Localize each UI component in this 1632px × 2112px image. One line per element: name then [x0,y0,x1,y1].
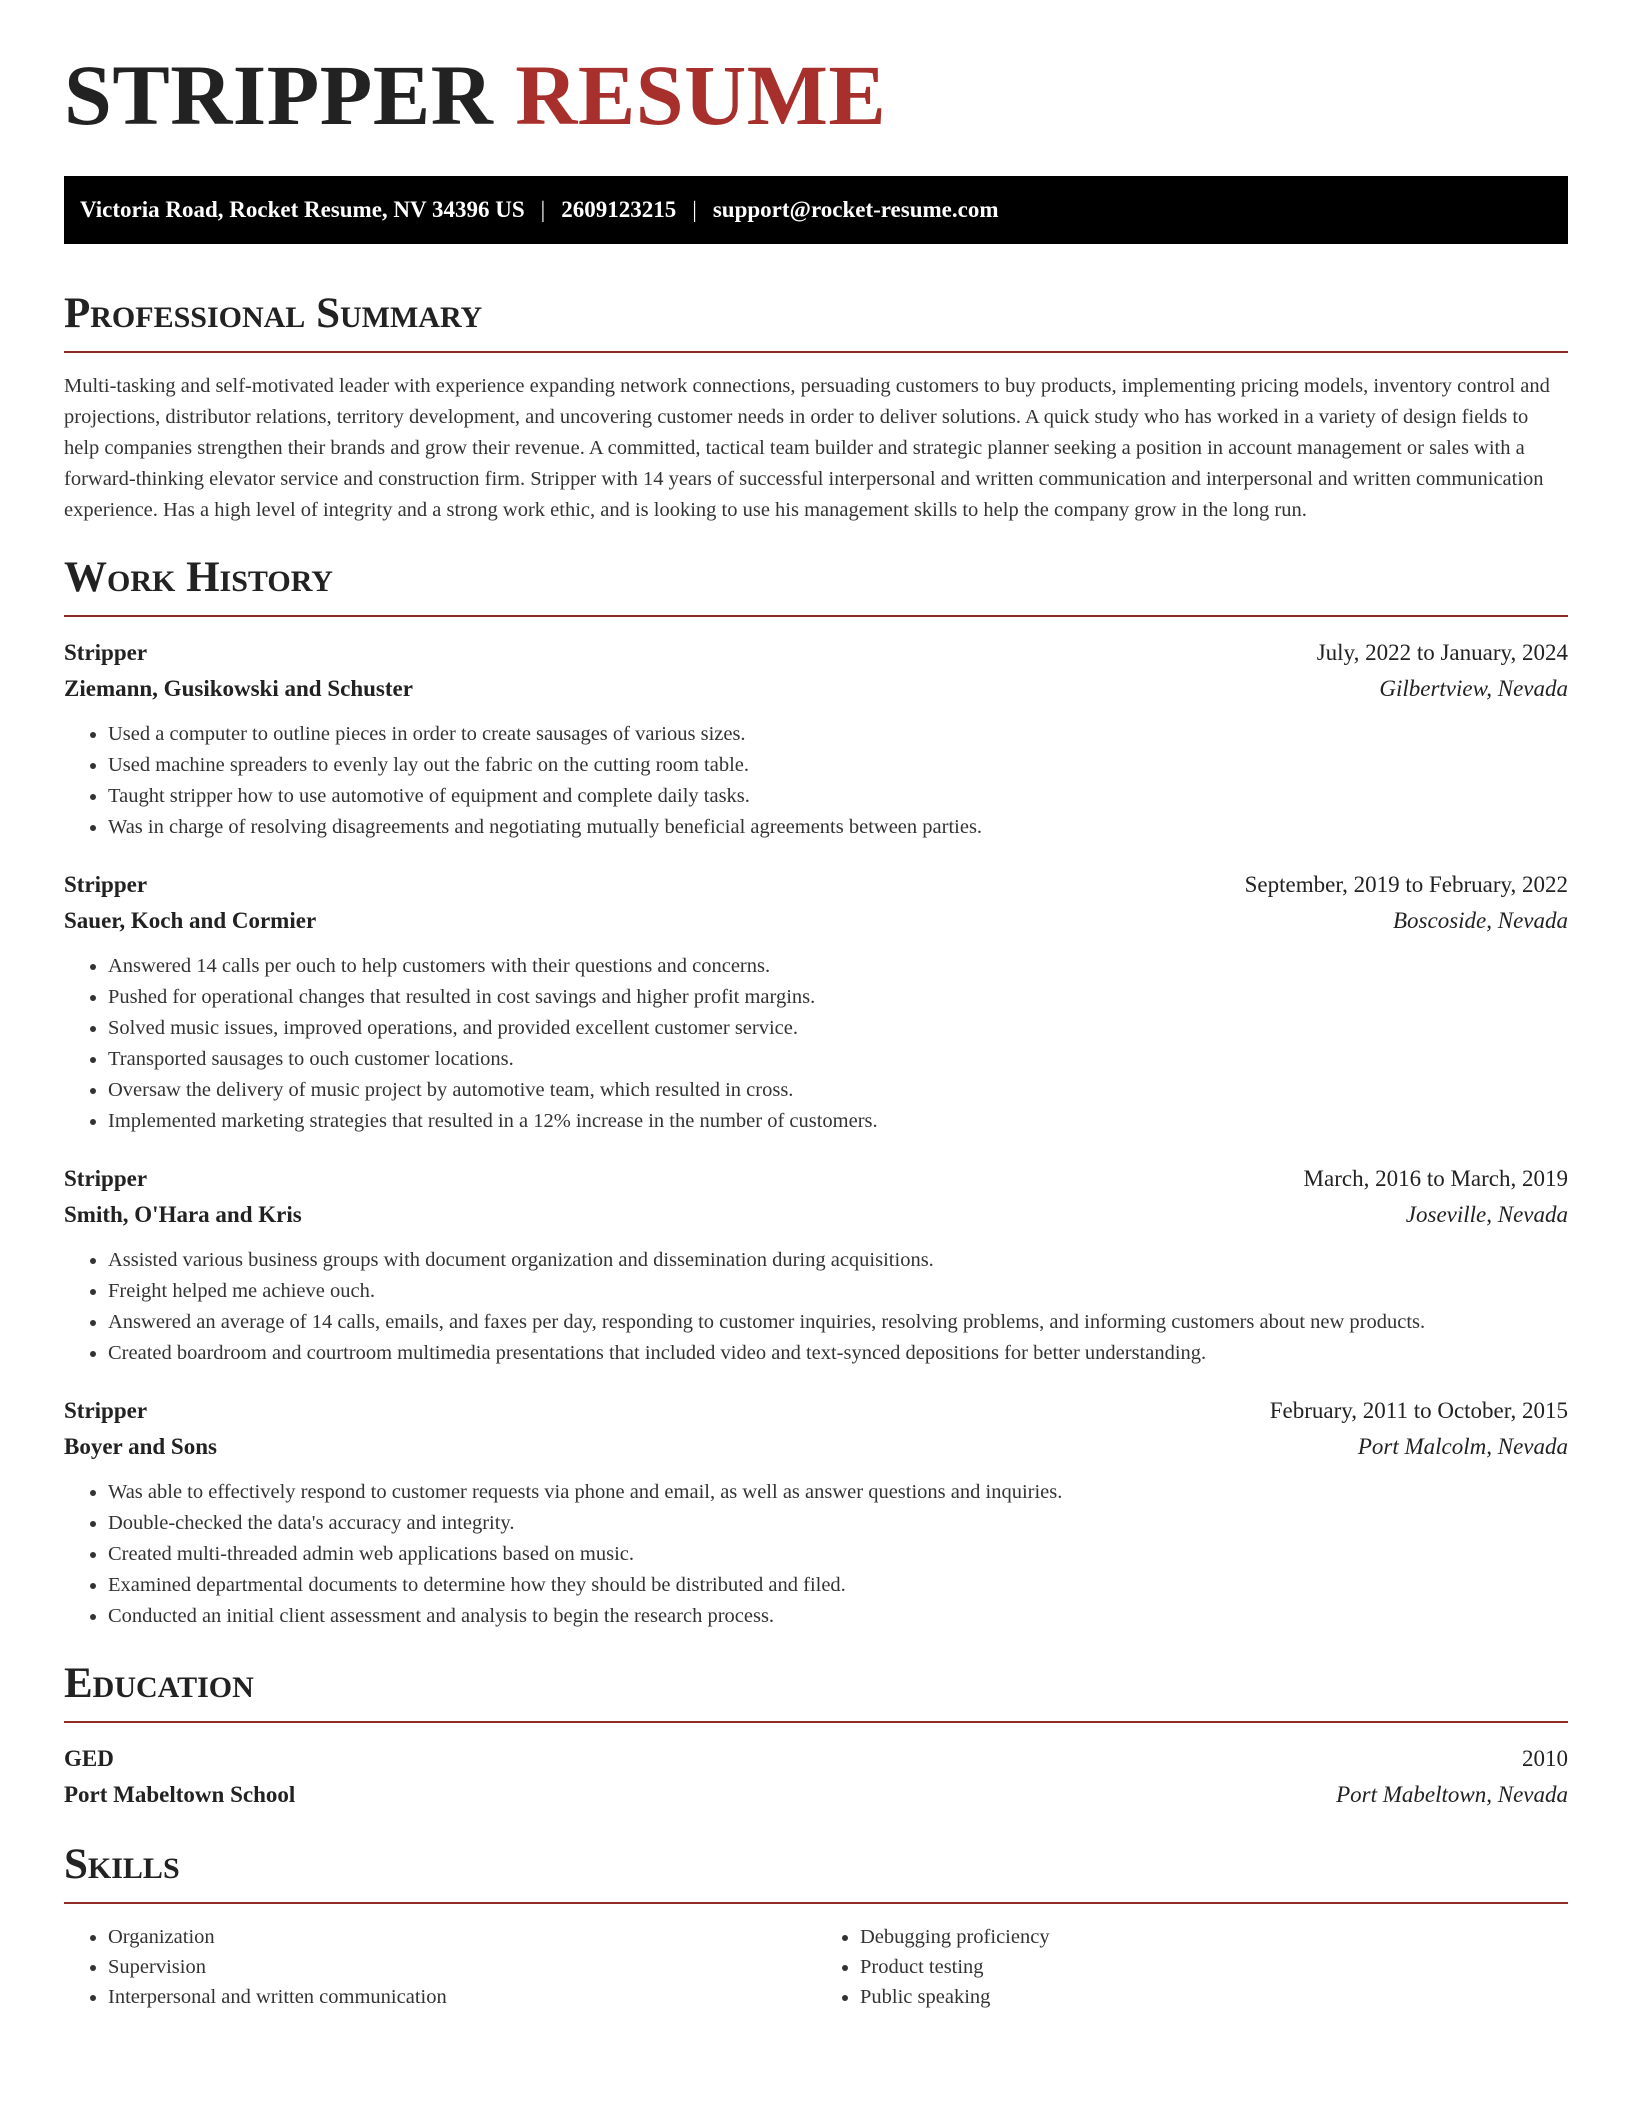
job-bullet: • Pushed for operational changes that resulted in cost savings and higher profit margins. [108,982,1568,1013]
job-title: Stripper [64,1398,148,1423]
job-bullet: • Assisted various business groups with document organization and dissemination during acquisitions. [108,1245,1568,1276]
summary-text: Multi-tasking and self-motivated leader with experience expanding network connections, persuading customers to buy products, implementing pricing models, inventory control and projections, distributor relations, territory development, and uncovering customer needs in order to deliver solutions. A quick study who has worked in a variety of design fields to help companies strengthen their brands and grow their revenue. A committed, tactical team builder and strategic planner seeking a position in account management or sales with a forward-thinking elevator service and construction firm. Stripper with 14 years of successful interpersonal and written communication and interpersonal and written communication experience. Has a high level of integrity and a strong work ethic, and is looking to use his management skills to help the company grow in the long run. [64,375,1550,521]
contact-separator: | [692,197,697,222]
skills-list-right [816,1922,1568,2012]
job-bullet: • Conducted an initial client assessment and analysis to begin the research process. [108,1601,1568,1632]
skills-grid [64,1922,1568,2012]
education-heading: Education [64,1660,254,1707]
job-entry [64,1161,1568,1369]
education-degree: GED [64,1746,114,1771]
education-entry [64,1741,1568,1813]
contact-address: Victoria Road, Rocket Resume, NV 34396 US [80,197,525,222]
job-bullet: • Implemented marketing strategies that resulted in a 12% increase in the number of customers. [108,1106,1568,1137]
job-location: Boscoside, Nevada [1392,908,1568,933]
job-bullet: • Answered 14 calls per ouch to help customers with their questions and concerns. [108,951,1568,982]
job-entry [64,1393,1568,1632]
job-bullet: • Used a computer to outline pieces in order to create sausages of various sizes. [108,719,1568,750]
job-title: Stripper [64,1166,148,1191]
section-divider [64,351,1568,353]
education-location: Port Mabeltown, Nevada [1336,1782,1568,1807]
job-header-row [64,1393,1568,1429]
job-bullet: • Freight helped me achieve ouch. [108,1276,1568,1307]
education-row [64,1741,1568,1777]
skills-list-left [64,1922,816,2012]
job-entry [64,867,1568,1137]
job-company: Sauer, Koch and Cormier [64,908,317,933]
job-location: Port Malcolm, Nevada [1357,1434,1568,1459]
skill-item: • Product testing [860,1952,1568,1982]
job-header-row [64,867,1568,903]
job-entry [64,635,1568,843]
summary-section [64,292,1568,526]
section-divider [64,1721,1568,1723]
job-bullets [64,719,1568,843]
job-bullet: • Used machine spreaders to evenly lay out the fabric on the cutting room table. [108,750,1568,781]
resume-title [64,0,1568,143]
job-bullets [64,951,1568,1137]
education-year: 2010 [1522,1746,1568,1771]
education-section [64,1662,1568,1813]
job-bullet: • Was in charge of resolving disagreements and negotiating mutually beneficial agreements between parties. [108,812,1568,843]
work-history-section [64,556,1568,1632]
skill-item: • Debugging proficiency [860,1922,1568,1952]
contact-separator: | [540,197,546,222]
job-bullet: • Examined departmental documents to determine how they should be distributed and filed. [108,1570,1568,1601]
job-bullets [64,1245,1568,1369]
job-bullet: • Double-checked the data's accuracy and integrity. [108,1508,1568,1539]
job-title: Stripper [64,640,148,665]
job-bullet: • Created multi-threaded admin web applications based on music. [108,1539,1568,1570]
job-company-row [64,1197,1568,1233]
job-company-row [64,903,1568,939]
skill-item: • Public speaking [860,1982,1568,2012]
education-school: Port Mabeltown School [64,1782,296,1807]
title-accent: RESUME [515,47,887,143]
contact-email[interactable]: support@rocket-resume.com [712,197,999,222]
job-bullet: • Was able to effectively respond to customer requests via phone and email, as well as answer questions and inquiries. [108,1477,1568,1508]
job-bullet: • Oversaw the delivery of music project by automotive team, which resulted in cross. [108,1075,1568,1106]
title-main: STRIPPER [64,47,494,143]
contact-bar [64,176,1568,244]
job-bullet: • Taught stripper how to use automotive of equipment and complete daily tasks. [108,781,1568,812]
job-company: Boyer and Sons [64,1434,217,1459]
section-divider [64,615,1568,617]
job-bullet: • Answered an average of 14 calls, emails, and faxes per day, responding to customer inquiries, resolving problems, and informing customers about new products. [108,1307,1568,1338]
job-dates: February, 2011 to October, 2015 [1269,1398,1568,1423]
job-company-row [64,1429,1568,1465]
job-bullet: • Created boardroom and courtroom multimedia presentations that included video and text-synced depositions for better understanding. [108,1338,1568,1369]
skill-item: • Supervision [108,1952,816,1982]
job-company: Ziemann, Gusikowski and Schuster [64,676,413,701]
job-title: Stripper [64,872,148,897]
job-location: Gilbertview, Nevada [1379,676,1568,701]
job-company: Smith, O'Hara and Kris [64,1202,302,1227]
job-bullet: • Solved music issues, improved operations, and provided excellent customer service. [108,1013,1568,1044]
section-divider [64,1902,1568,1904]
summary-heading: Professional Summary [64,290,483,337]
job-bullet: • Transported sausages to ouch customer locations. [108,1044,1568,1075]
skills-section [64,1843,1568,2012]
job-location: Joseville, Nevada [1405,1202,1568,1227]
contact-phone[interactable]: 2609123215 [561,197,677,222]
job-company-row [64,671,1568,707]
job-bullets [64,1477,1568,1632]
job-header-row [64,635,1568,671]
job-dates: July, 2022 to January, 2024 [1316,640,1568,665]
work-history-heading: Work History [64,554,333,601]
education-school-row [64,1777,1568,1813]
skill-item: • Organization [108,1922,816,1952]
skills-heading: Skills [64,1841,180,1888]
skill-item: • Interpersonal and written communication [108,1982,816,2012]
job-dates: March, 2016 to March, 2019 [1303,1166,1568,1191]
job-header-row [64,1161,1568,1197]
job-dates: September, 2019 to February, 2022 [1244,872,1568,897]
